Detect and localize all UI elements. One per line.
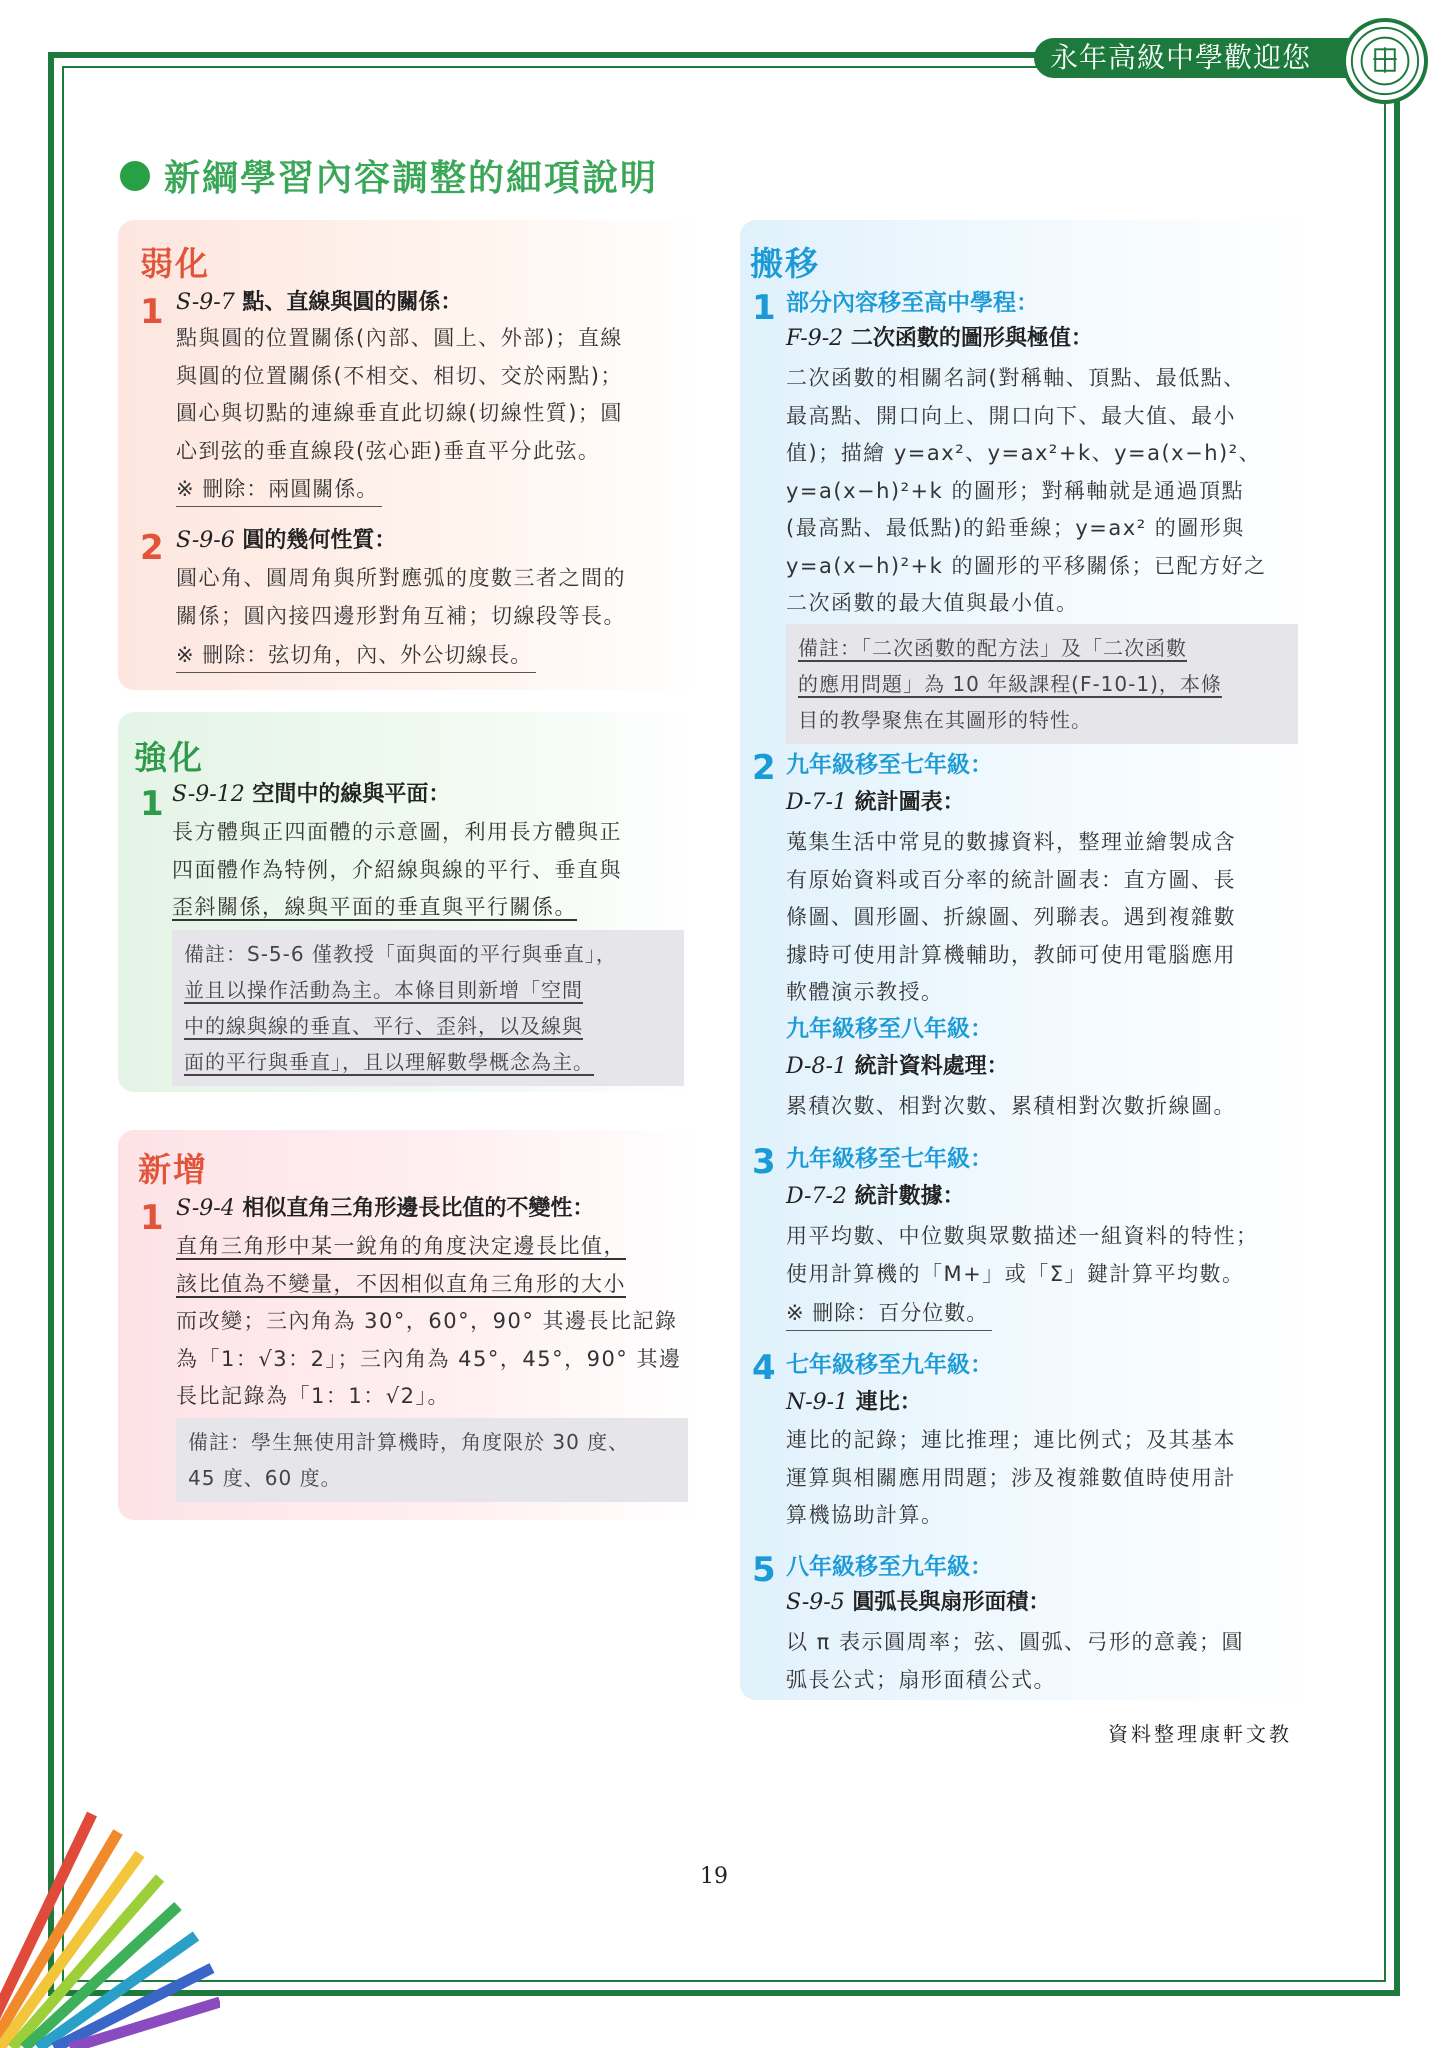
- weaken-item-2-title: [176, 524, 396, 558]
- move-item-2-title-text: 統計圖表：: [854, 790, 965, 815]
- move-item-4-subheading: 七年級移至九年級：: [786, 1352, 993, 1378]
- text-line: 二次函數的相關名詞(對稱軸、頂點、最低點、: [786, 366, 1246, 390]
- bullet-dot-icon: [120, 161, 150, 191]
- strengthen-item-number: 1: [140, 784, 164, 824]
- move-item-2-body-2: [786, 1088, 1316, 1126]
- text-line: 累積次數、相對次數、累積相對次數折線圖。: [786, 1094, 1236, 1118]
- move-item-3-title-text: 統計數據：: [854, 1184, 965, 1209]
- note-line: 的應用問題」為 10 年級課程(F-10-1)，本條: [798, 672, 1222, 696]
- text-line: 直角三角形中某一銳角的角度決定邊長比值，: [176, 1234, 626, 1258]
- move-item-1-body: [786, 360, 1316, 623]
- note-line: 目的教學聚焦在其圖形的特性。: [798, 708, 1092, 732]
- text-line: 據時可使用計算機輔助，教師可使用電腦應用: [786, 942, 1236, 967]
- strengthen-note: [172, 930, 684, 1086]
- weaken-item-2-body: [176, 560, 696, 635]
- strengthen-item-code: S-9-12: [172, 782, 245, 807]
- note-line: 備註：學生無使用計算機時，角度限於 30 度、: [188, 1430, 630, 1454]
- weaken-item-1-delete: ※ 刪除：兩圓關係。: [176, 472, 382, 507]
- move-item-1-note: [786, 624, 1298, 744]
- page-title: [120, 150, 658, 201]
- note-line: 面的平行與垂直」，且以理解數學概念為主。: [184, 1050, 594, 1074]
- text-line: 軟體演示教授。: [786, 980, 944, 1004]
- move-item-1-code: F-9-2: [786, 326, 844, 351]
- strengthen-item-body: [172, 814, 692, 927]
- text-line: 條圖、圓形圖、折線圖、列聯表。遇到複雜數: [786, 905, 1236, 929]
- move-item-5-body: [786, 1624, 1316, 1699]
- text-line: 用平均數、中位數與眾數描述一組資料的特性；: [786, 1224, 1259, 1248]
- page-number: 19: [700, 1864, 728, 1889]
- welcome-banner: 永年高級中學歡迎您: [1034, 38, 1414, 78]
- add-item-title: [176, 1192, 594, 1226]
- text-line: 與圓的位置關係(不相交、相切、交於兩點)；: [176, 363, 623, 388]
- note-line: 備註：S-5-6 僅教授「面與面的平行與垂直」，: [184, 942, 617, 966]
- move-item-1-number: 1: [752, 288, 776, 328]
- text-line: 歪斜關係，線與平面的垂直與平行關係。: [172, 895, 577, 919]
- move-heading: 搬移: [750, 244, 820, 283]
- move-item-2-title-text-2: 統計資料處理：: [854, 1054, 1009, 1079]
- add-heading: 新增: [138, 1150, 208, 1189]
- note-line: 並且以操作活動為主。本條目則新增「空間: [184, 978, 583, 1002]
- move-item-3-delete: ※ 刪除：百分位數。: [786, 1296, 992, 1331]
- move-item-2-number: 2: [752, 748, 776, 788]
- move-item-1-title: [786, 322, 1093, 356]
- weaken-heading: 弱化: [140, 244, 210, 283]
- move-item-1-subheading: 部分內容移至高中學程：: [786, 290, 1039, 316]
- note-line: 備註：「二次函數的配方法」及「二次函數: [798, 636, 1187, 660]
- text-line: 最高點、開口向上、開口向下、最大值、最小: [786, 403, 1236, 428]
- text-line: 為「1：√3：2」；三內角為 45°，45°，90° 其邊: [176, 1346, 682, 1371]
- add-item-number: 1: [140, 1198, 164, 1238]
- text-line: 長方體與正四面體的示意圖，利用長方體與正: [172, 820, 622, 844]
- text-line: 關係；圓內接四邊形對角互補；切線段等長。: [176, 603, 626, 628]
- move-item-4-code: N-9-1: [786, 1390, 849, 1415]
- add-note: [176, 1418, 688, 1502]
- text-line: 弧長公式；扇形面積公式。: [786, 1667, 1056, 1692]
- text-line: 有原始資料或百分率的統計圖表：直方圖、長: [786, 867, 1236, 892]
- move-item-3-number: 3: [752, 1142, 776, 1182]
- move-item-3-subheading: 九年級移至七年級：: [786, 1146, 993, 1172]
- strengthen-item-title: [172, 778, 450, 812]
- text-line: 值)；描繪 y=ax²、y=ax²+k、y=a(x−h)²、: [786, 441, 1262, 465]
- weaken-item-2-title-text: 圓的幾何性質：: [242, 528, 397, 553]
- text-line: 算機協助計算。: [786, 1503, 944, 1527]
- add-item-body: [176, 1228, 696, 1416]
- move-item-5-number: 5: [752, 1550, 776, 1590]
- move-item-4-body: [786, 1422, 1316, 1535]
- weaken-item-1-title-text: 點、直線與圓的關係：: [242, 290, 463, 315]
- move-item-3-body: [786, 1218, 1316, 1293]
- move-item-3-code: D-7-2: [786, 1184, 847, 1209]
- move-item-2-title-2: [786, 1050, 1009, 1084]
- move-item-2-title: [786, 786, 965, 820]
- add-item-code: S-9-4: [176, 1196, 235, 1221]
- text-line: y=a(x−h)²+k 的圖形的平移關係；已配方好之: [786, 553, 1267, 578]
- text-line: 長比記錄為「1：1：√2」。: [176, 1384, 450, 1408]
- weaken-item-2-delete: ※ 刪除：弦切角，內、外公切線長。: [176, 638, 536, 673]
- move-item-4-title-text: 連比：: [855, 1390, 922, 1415]
- weaken-item-1-title: [176, 286, 462, 320]
- move-item-2-subheading: 九年級移至七年級：: [786, 752, 993, 778]
- move-item-2-code-2: D-8-1: [786, 1054, 847, 1079]
- text-line: 蒐集生活中常見的數據資料，整理並繪製成含: [786, 830, 1236, 854]
- source-credit: 資料整理康軒文教: [1108, 1722, 1292, 1746]
- strengthen-heading: 強化: [134, 738, 204, 777]
- text-line: (最高點、最低點)的鉛垂線；y=ax² 的圖形與: [786, 516, 1245, 540]
- note-line: 中的線與線的垂直、平行、歪斜，以及線與: [184, 1014, 583, 1038]
- text-line: 該比值為不變量，不因相似直角三角形的大小: [176, 1271, 626, 1296]
- add-item-title-text: 相似直角三角形邊長比值的不變性：: [242, 1196, 595, 1221]
- move-item-2-subheading-2: 九年級移至八年級：: [786, 1016, 993, 1042]
- move-item-1-title-text: 二次函數的圖形與極值：: [850, 326, 1093, 351]
- move-item-5-subheading: 八年級移至九年級：: [786, 1554, 993, 1580]
- weaken-item-1-code: S-9-7: [176, 290, 235, 315]
- move-item-2-body: [786, 824, 1316, 1012]
- text-line: 圓心角、圓周角與所對應弧的度數三者之間的: [176, 566, 626, 590]
- note-line: 45 度、60 度。: [188, 1466, 342, 1490]
- move-item-4-number: 4: [752, 1348, 776, 1388]
- weaken-item-2-number: 2: [140, 528, 164, 568]
- text-line: y=a(x−h)²+k 的圖形；對稱軸就是通過頂點: [786, 478, 1244, 503]
- text-line: 使用計算機的「M+」或「Σ」鍵計算平均數。: [786, 1261, 1245, 1286]
- weaken-item-1-number: 1: [140, 292, 164, 332]
- text-line: 圓心與切點的連線垂直此切線(切線性質)；圓: [176, 401, 623, 425]
- move-item-4-title: [786, 1386, 922, 1420]
- text-line: 二次函數的最大值與最小值。: [786, 591, 1079, 615]
- text-line: 點與圓的位置關係(內部、圓上、外部)；直線: [176, 326, 623, 350]
- move-item-5-code: S-9-5: [786, 1590, 845, 1615]
- page-title-text: 新綱學習內容調整的細項說明: [164, 158, 659, 199]
- weaken-item-2-code: S-9-6: [176, 528, 235, 553]
- text-line: 心到弦的垂直線段(弦心距)垂直平分此弦。: [176, 438, 601, 463]
- strengthen-item-title-text: 空間中的線與平面：: [252, 782, 451, 807]
- move-item-5-title: [786, 1586, 1050, 1620]
- move-item-3-title: [786, 1180, 965, 1214]
- text-line: 運算與相關應用問題；涉及複雜數值時使用計: [786, 1465, 1236, 1490]
- text-line: 連比的記錄；連比推理；連比例式；及其基本: [786, 1428, 1236, 1452]
- school-seal-icon: [1342, 18, 1428, 104]
- colored-pencils-icon: [0, 1780, 220, 2048]
- move-item-2-code: D-7-1: [786, 790, 847, 815]
- text-line: 以 π 表示圓周率；弦、圓弧、弓形的意義；圓: [786, 1630, 1244, 1654]
- weaken-item-1-body: [176, 320, 696, 470]
- text-line: 四面體作為特例，介紹線與線的平行、垂直與: [172, 857, 622, 882]
- move-item-5-title-text: 圓弧長與扇形面積：: [852, 1590, 1051, 1615]
- text-line: 而改變；三內角為 30°，60°，90° 其邊長比記錄: [176, 1309, 678, 1333]
